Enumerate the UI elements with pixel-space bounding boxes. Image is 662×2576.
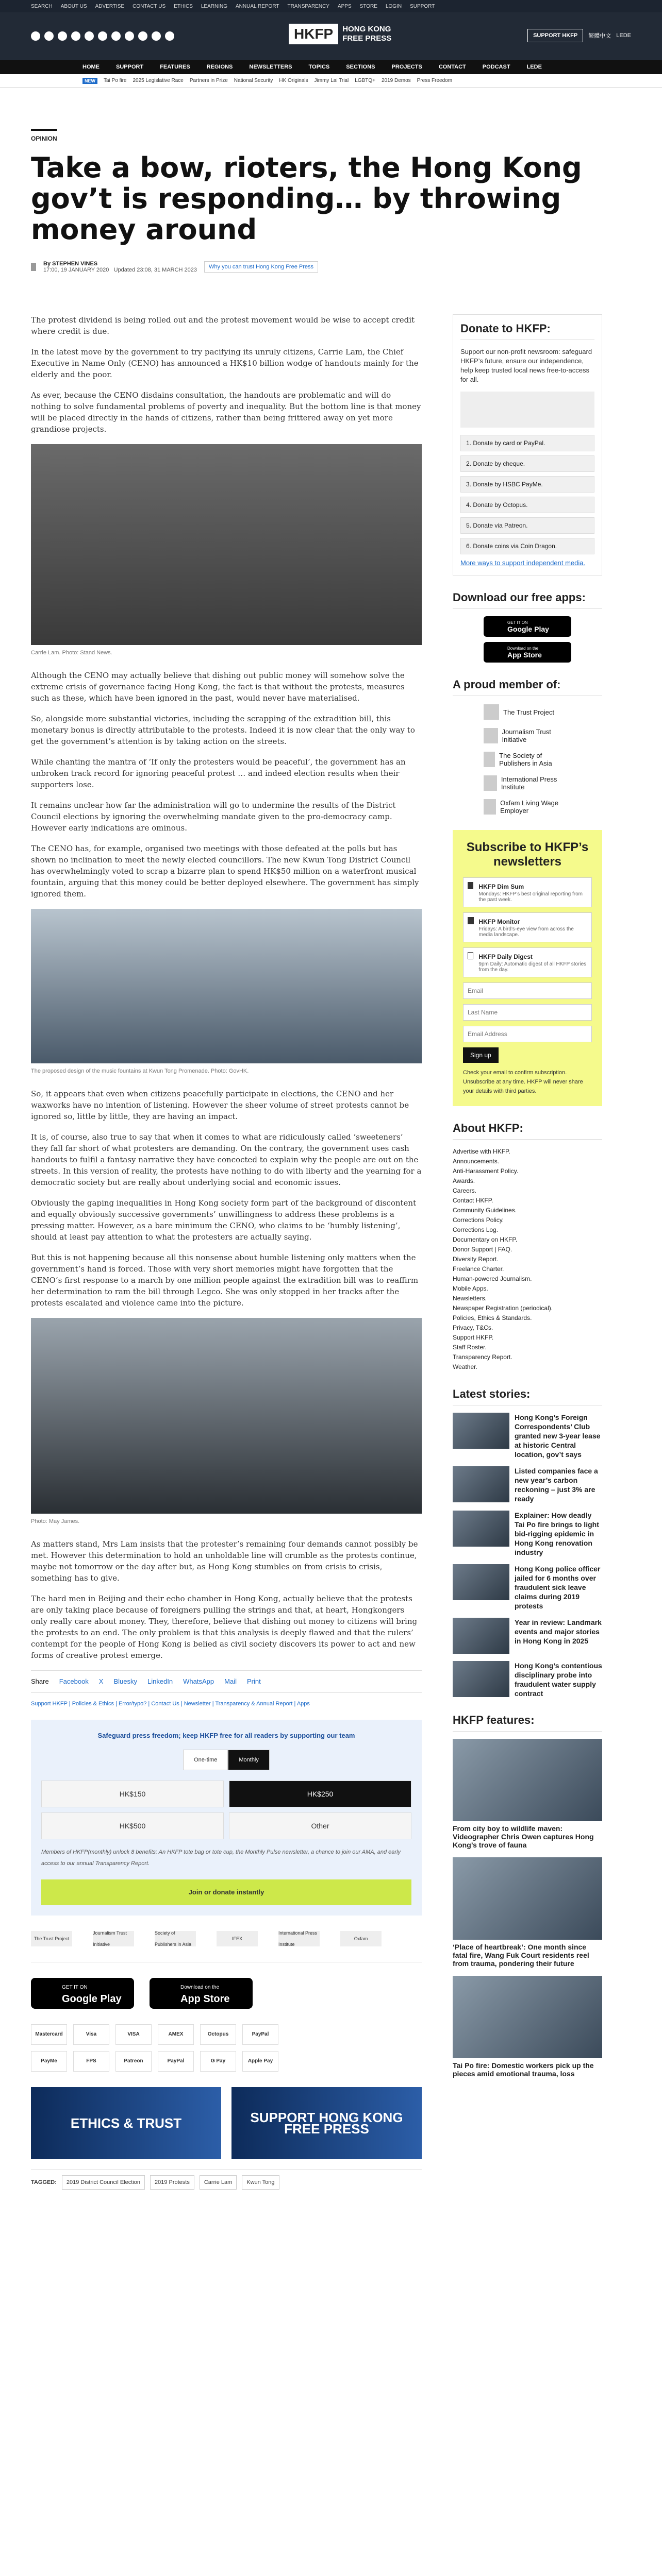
- more-ways-link[interactable]: More ways to support independent media.: [460, 559, 586, 567]
- about-link[interactable]: Careers.: [453, 1187, 477, 1194]
- about-link[interactable]: Corrections Policy.: [453, 1216, 504, 1224]
- mastodon-icon[interactable]: [152, 31, 161, 41]
- feature-title: Tai Po fire: Domestic workers pick up the pieces amid emotional trauma, loss: [453, 2061, 594, 2078]
- payment-logo: FPS: [73, 2051, 109, 2072]
- share-linkedin[interactable]: LinkedIn: [147, 1677, 173, 1685]
- last-name-input[interactable]: Last Name: [463, 1004, 592, 1021]
- about-link[interactable]: Privacy, T&Cs.: [453, 1324, 493, 1331]
- author-avatar: [31, 263, 36, 271]
- about-link[interactable]: Contact HKFP.: [453, 1197, 493, 1204]
- feature-title: From city boy to wildlife maven: Videographer Chris Owen captures Hong Kong’s trove of fauna: [453, 1824, 594, 1849]
- donate-option[interactable]: 5. Donate via Patreon.: [460, 517, 594, 534]
- site-header: [0, 12, 662, 60]
- badge-small: GET IT ON: [507, 620, 528, 625]
- topbar-support[interactable]: SUPPORT: [410, 3, 435, 9]
- tag[interactable]: 2019 District Council Election: [62, 2175, 145, 2190]
- feature-title: ‘Place of heartbreak’: One month since fatal fire, Wang Fuk Court residents reel from trauma, pondering their future: [453, 1943, 589, 1968]
- checkbox-icon[interactable]: [468, 882, 473, 889]
- site-logo[interactable]: [289, 24, 391, 44]
- newsletter-option[interactable]: [463, 947, 592, 977]
- payment-logo: PayMe: [31, 2051, 67, 2072]
- topbar-annual-report[interactable]: ANNUAL REPORT: [236, 3, 279, 9]
- partner-logo[interactable]: Society of Publishers in Asia: [155, 1931, 196, 1946]
- updated-date: Updated 23:08, 31 MARCH 2023: [113, 267, 197, 273]
- photo-caption: Carrie Lam. Photo: Stand News.: [31, 650, 112, 656]
- feature-image: [453, 1857, 602, 1940]
- partner-logo[interactable]: Oxfam: [340, 1931, 382, 1946]
- logo-mark: HKFP: [289, 24, 338, 44]
- social-icons: [31, 31, 174, 41]
- story-title: Explainer: How deadly Tai Po fire brings to light bid-rigging epidemic in Hong Kong renovation industry: [515, 1511, 599, 1556]
- feature-image: [453, 1739, 602, 1821]
- email-input[interactable]: Email Address: [463, 1026, 592, 1042]
- nav-podcast[interactable]: PODCAST: [482, 64, 510, 70]
- logo-line2: FREE PRESS: [342, 34, 392, 43]
- story-title: Listed companies face a new year’s carbon reckoning – just 3% are ready: [515, 1467, 598, 1503]
- topbar-search[interactable]: SEARCH: [31, 3, 53, 9]
- about-link[interactable]: Community Guidelines.: [453, 1207, 517, 1214]
- frequency-toggle: [41, 1750, 411, 1770]
- app-store-small: Download on the: [180, 1985, 220, 1990]
- about-link[interactable]: Support HKFP.: [453, 1334, 494, 1341]
- facebook-icon[interactable]: [31, 31, 40, 41]
- trending-item[interactable]: Partners in Prize: [189, 78, 228, 83]
- story-thumbnail: [453, 1511, 509, 1547]
- app-store-label: App Store: [180, 1993, 230, 2005]
- x-icon[interactable]: [44, 31, 54, 41]
- about-link[interactable]: Newsletters.: [453, 1295, 487, 1302]
- payment-logo: Apple Pay: [242, 2051, 278, 2072]
- google-play-label: Google Play: [62, 1993, 122, 2005]
- tag-list: [31, 2170, 422, 2190]
- topbar-advertise[interactable]: ADVERTISE: [95, 3, 125, 9]
- section-kicker[interactable]: OPINION: [31, 129, 57, 142]
- member-logo[interactable]: [484, 799, 571, 815]
- about-link[interactable]: Newspaper Registration (periodical).: [453, 1304, 553, 1312]
- newsletter-heading: Subscribe to HKFP’s newsletters: [466, 840, 589, 869]
- amount-option[interactable]: Other: [229, 1812, 411, 1839]
- paragraph: So, it appears that even when citizens peacefully participate in elections, the CENO and her waxworks have no intention of listening. However the sheer volume of street protests cannot be ignored so, little by little, they are having an impact.: [31, 1089, 409, 1121]
- newsletter-option[interactable]: [463, 877, 592, 907]
- latest-heading: Latest stories:: [453, 1387, 602, 1405]
- topbar-ethics[interactable]: ETHICS: [174, 3, 193, 9]
- about-link[interactable]: Documentary on HKFP.: [453, 1236, 518, 1243]
- support-hkfp-button[interactable]: SUPPORT HKFP: [527, 29, 583, 42]
- share-mail[interactable]: Mail: [224, 1677, 237, 1685]
- paragraph: But this is not happening because all this nonsense about humble listening only matters when the government’s hand is forced. Those with very short memories might have forgotten that the CENO’s first response to a march by one million people against the extradition bill was to reaffirm her determination to ram the bill through Legco. She was only stopped in her tracks after the protests escalated and violence came into the picture.: [31, 1253, 419, 1308]
- newsletter-desc: 9pm Daily: Automatic digest of all HKFP stories from the day.: [478, 961, 587, 973]
- author-name[interactable]: By STEPHEN VINES: [43, 261, 98, 267]
- why-trust-link[interactable]: Why you can trust Hong Kong Free Press: [204, 261, 318, 273]
- donate-option[interactable]: 6. Donate coins via Coin Dragon.: [460, 538, 594, 554]
- sidebar: [453, 314, 602, 2086]
- topbar-apps[interactable]: APPS: [337, 3, 352, 9]
- paragraph: As ever, because the CENO disdains consultation, the handouts are problematic and will do nothing to solve fundamental problems of poverty and inequality. But the bottom line is that money will be placed directly in the hands of citizens, rather than being frittered away on yet more grandiose projects.: [31, 391, 421, 434]
- member-name: International Press Institute: [501, 775, 557, 791]
- about-link[interactable]: Diversity Report.: [453, 1256, 499, 1263]
- member-logo[interactable]: [484, 775, 571, 791]
- one-time-tab[interactable]: One-time: [183, 1750, 228, 1770]
- share-x[interactable]: X: [98, 1677, 104, 1685]
- telegram-icon[interactable]: [111, 31, 121, 41]
- support-links[interactable]: Support HKFP | Policies & Ethics | Error/typo? | Contact Us | Newsletter | Transparency & Annual Report | Apps: [31, 1701, 310, 1707]
- about-link[interactable]: Mobile Apps.: [453, 1285, 488, 1292]
- email-icon[interactable]: [165, 31, 174, 41]
- newsletter-note: Check your email to confirm subscription. Unsubscribe at any time. HKFP will never share your details with third parties.: [463, 1070, 583, 1094]
- checkbox-icon[interactable]: [468, 917, 474, 924]
- nav-sections[interactable]: SECTIONS: [346, 64, 375, 70]
- ethics-banner[interactable]: ETHICS & TRUST: [31, 2087, 221, 2159]
- donate-widget: [453, 314, 602, 575]
- top-utility-bar: [0, 0, 662, 12]
- badge-label: App Store: [507, 650, 542, 659]
- youtube-icon[interactable]: [71, 31, 80, 41]
- first-name-input[interactable]: Email: [463, 982, 592, 999]
- donate-title: Safeguard press freedom; keep HKFP free for all readers by supporting our team: [97, 1732, 355, 1739]
- payment-logo: PayPal: [158, 2051, 194, 2072]
- member-name: The Society of Publishers in Asia: [499, 752, 552, 767]
- member-name: Journalism Trust Initiative: [502, 728, 551, 743]
- logo-line1: HONG KONG: [342, 25, 391, 33]
- partner-logos: [31, 1916, 422, 1962]
- fountain-design-image: [31, 909, 422, 1063]
- topbar-learning[interactable]: LEARNING: [201, 3, 227, 9]
- story-title: Hong Kong’s Foreign Correspondents’ Club granted new 3-year lease at historic Central location, gov’t says: [515, 1413, 601, 1459]
- donate-heading: Donate to HKFP:: [460, 322, 594, 340]
- main-nav: [0, 60, 662, 74]
- topbar-contact[interactable]: CONTACT US: [133, 3, 166, 9]
- whatsapp-icon[interactable]: [125, 31, 134, 41]
- about-link[interactable]: Donor Support | FAQ.: [453, 1246, 512, 1253]
- join-donate-button[interactable]: Join or donate instantly: [41, 1879, 411, 1905]
- support-banner[interactable]: SUPPORT HONG KONG FREE PRESS: [231, 2087, 422, 2159]
- payment-logo: AMEX: [158, 2024, 194, 2045]
- paragraph: So, alongside more substantial victories, including the scrapping of the extradition bill, this monetary bonus is directly attributable to the protests. Indeed it is now clear that the only way to get the government’s attention is by taking action on the streets.: [31, 714, 415, 746]
- latest-story[interactable]: [453, 1661, 602, 1698]
- lede-link[interactable]: LEDE: [616, 32, 631, 39]
- donate-graphic: [460, 392, 594, 428]
- trending-item[interactable]: HK Originals: [279, 78, 308, 83]
- nav-support[interactable]: SUPPORT: [116, 64, 144, 70]
- article-body: [31, 314, 422, 2190]
- google-play-badge[interactable]: [484, 616, 571, 637]
- nav-newsletters[interactable]: NEWSLETTERS: [249, 64, 292, 70]
- amount-option[interactable]: HK$250: [229, 1781, 411, 1807]
- share-bluesky[interactable]: Bluesky: [113, 1677, 137, 1685]
- feature-story[interactable]: [453, 1976, 602, 2078]
- payment-logo: G Pay: [200, 2051, 236, 2072]
- instagram-icon[interactable]: [58, 31, 67, 41]
- app-store-badge[interactable]: [484, 642, 571, 663]
- story-title: Hong Kong’s contentious disciplinary probe into fraudulent water supply contract: [515, 1662, 602, 1698]
- badge-label: Google Play: [507, 624, 549, 633]
- story-thumbnail: [453, 1618, 509, 1654]
- about-link[interactable]: Staff Roster.: [453, 1344, 487, 1351]
- donate-option[interactable]: 2. Donate by cheque.: [460, 455, 594, 472]
- about-link[interactable]: Human-powered Journalism.: [453, 1275, 532, 1282]
- paragraph: The hard men in Beijing and their echo chamber in Hong Kong, actually believe that the protests are only taking place because of foreigners pulling the strings and that, at heart, Hongkongers only really care about money. They, therefore, believe that dishing out money to citizens will bring the protests to an end. The only problem is that this analysis is deeply flawed and that the rulers’ contempt for the people of Hong Kong is belied as civil society discovers its power to act and new forms of creative protest emerge.: [31, 1594, 418, 1660]
- share-whatsapp[interactable]: WhatsApp: [183, 1677, 214, 1685]
- about-link[interactable]: Weather.: [453, 1363, 477, 1370]
- latest-story[interactable]: [453, 1618, 602, 1654]
- lang-switch[interactable]: 繁體中文: [588, 33, 611, 39]
- topbar-login[interactable]: LOGIN: [385, 3, 402, 9]
- paragraph: As matters stand, Mrs Lam insists that the protester’s remaining four demands cannot possibly be met. However this determination to hold an unholdable line will crumble as the protests continue, maybe not tomorrow or the day after but, as Hong Kong stumbles on from crisis to crisis, something has to give.: [31, 1539, 418, 1583]
- nav-topics[interactable]: TOPICS: [308, 64, 330, 70]
- trending-item[interactable]: 2025 Legislative Race: [133, 78, 184, 83]
- topbar-store[interactable]: STORE: [359, 3, 377, 9]
- about-link[interactable]: Policies, Ethics & Standards.: [453, 1314, 532, 1321]
- feature-story[interactable]: [453, 1857, 602, 1968]
- payment-logo: Octopus: [200, 2024, 236, 2045]
- tag[interactable]: Kwun Tong: [242, 2175, 279, 2190]
- partner-logo[interactable]: The Trust Project: [31, 1931, 72, 1946]
- donate-text: Support our non-profit newsroom: safeguard HKFP’s future, ensure our independence, help keep trusted local news free-to-access for all.: [460, 348, 592, 383]
- nav-projects[interactable]: PROJECTS: [391, 64, 422, 70]
- promo-banners: [31, 2087, 422, 2159]
- story-thumbnail: [453, 1413, 509, 1449]
- badge-small: Download on the: [507, 646, 539, 651]
- paragraph: While chanting the mantra of ‘If only the protesters would be peaceful’, the government has an unbroken track record for ignoring peaceful protest … and indeed election results when their supporters lose.: [31, 757, 406, 789]
- paragraph: Although the CENO may actually believe that dishing out public money will somehow solve the extreme crisis of governance facing Hong Kong, the fact is that without the protests, measures such as these, which have been ignored in the past, would never have materialised.: [31, 671, 405, 703]
- latest-story[interactable]: [453, 1564, 602, 1611]
- amount-option[interactable]: HK$500: [41, 1812, 224, 1839]
- latest-story[interactable]: [453, 1413, 602, 1459]
- tag[interactable]: Carrie Lam: [200, 2175, 237, 2190]
- tag[interactable]: 2019 Protests: [150, 2175, 194, 2190]
- feature-story[interactable]: [453, 1739, 602, 1849]
- nav-lede[interactable]: LEDE: [526, 64, 542, 70]
- paragraph: It is, of course, also true to say that when it comes to what are ridiculously called ‘sweeteners’ they fall far short of what protesters are demanding. On the contrary, the government uses cash handouts to fulfil a fantasy narrative they have concocted to explain why the people are out on the streets. In this version of reality, the protests have nothing to do with liberty and the yearning for a democratic society but are really about underlying social and economic issues.: [31, 1132, 422, 1187]
- story-title: Hong Kong police officer jailed for 6 months over fraudulent sick leave claims during 2019 protests: [515, 1565, 601, 1610]
- payment-logo: Visa: [73, 2024, 109, 2045]
- latest-story[interactable]: [453, 1466, 602, 1503]
- photo-caption: The proposed design of the music fountains at Kwun Tong Promenade. Photo: GovHK.: [31, 1068, 249, 1074]
- trending-item[interactable]: LGBTQ+: [355, 78, 375, 83]
- payment-logo: VISA: [115, 2024, 152, 2045]
- story-thumbnail: [453, 1466, 509, 1502]
- carrie-lam-photo: [31, 444, 422, 645]
- protest-photo: [31, 1318, 422, 1514]
- amount-options: [41, 1781, 411, 1839]
- member-name: Oxfam Living Wage Employer: [500, 799, 559, 815]
- partner-logo[interactable]: IFEX: [217, 1931, 258, 1946]
- member-heading: A proud member of:: [453, 678, 602, 696]
- app-badges: [31, 1978, 422, 2009]
- google-play-small: GET IT ON: [62, 1985, 88, 1990]
- payment-logo: Mastercard: [31, 2024, 67, 2045]
- paragraph: Obviously the gaping inequalities in Hong Kong society form part of the background of discontent and equally obviously successive governments’ unwillingness to address these problems is a pressing matter. However, as a bare minimum the CENO, who claims to be ‘humbly listening’, should at least pay attention to what the protesters are actually saying.: [31, 1198, 417, 1242]
- share-label: Share: [31, 1677, 49, 1685]
- partner-logo[interactable]: International Press Institute: [278, 1931, 320, 1946]
- feature-image: [453, 1976, 602, 2058]
- payment-logo: PayPal: [242, 2024, 278, 2045]
- about-link[interactable]: Awards.: [453, 1177, 475, 1184]
- about-link[interactable]: Announcements.: [453, 1158, 500, 1165]
- about-link[interactable]: Transparency Report.: [453, 1353, 512, 1361]
- newsletter-signup: [453, 830, 602, 1106]
- about-link[interactable]: Freelance Charter.: [453, 1265, 504, 1273]
- donate-option[interactable]: 3. Donate by HSBC PayMe.: [460, 476, 594, 493]
- share-bar: [31, 1670, 422, 1693]
- features-heading: HKFP features:: [453, 1714, 602, 1732]
- trending-item[interactable]: National Security: [234, 78, 273, 83]
- bluesky-icon[interactable]: [138, 31, 147, 41]
- linkedin-icon[interactable]: [98, 31, 107, 41]
- member-name: The Trust Project: [503, 708, 554, 716]
- donate-option[interactable]: 1. Donate by card or PayPal.: [460, 435, 594, 451]
- share-facebook[interactable]: Facebook: [59, 1677, 89, 1685]
- about-link[interactable]: Anti-Harassment Policy.: [453, 1167, 519, 1175]
- article-title: Take a bow, rioters, the Hong Kong gov’t is responding… by throwing money around: [31, 151, 582, 246]
- nav-home[interactable]: HOME: [82, 64, 100, 70]
- newsletter-title: HKFP Monitor: [478, 918, 520, 925]
- newsletter-desc: Mondays: HKFP’s best original reporting from the past week.: [478, 891, 583, 903]
- payment-logo: Patreon: [115, 2051, 152, 2072]
- member-perks: Members of HKFP(monthly) unlock 8 benefits: An HKFP tote bag or tote cup, the Monthly Pulse newsletter, a chance to join our AMA, and early access to our annual Transparency Report.: [41, 1849, 401, 1867]
- member-logo[interactable]: [484, 704, 571, 720]
- topbar-transparency[interactable]: TRANSPARENCY: [287, 3, 329, 9]
- threads-icon[interactable]: [85, 31, 94, 41]
- latest-story[interactable]: [453, 1511, 602, 1557]
- paragraph: It remains unclear how far the administration will go to undermine the results of the District Council elections by ignoring the overwhelming mandate given to the pro-democracy camp. However early indications are ominous.: [31, 801, 396, 833]
- apps-heading: Download our free apps:: [453, 591, 602, 609]
- paragraph: In the latest move by the government to try pacifying its unruly citizens, Carrie Lam, the Chief Executive in Name Only (CENO) has announced a HK$10 billion wodge of handouts mainly for the elderly and the poor.: [31, 347, 419, 379]
- donate-box: [31, 1720, 422, 1916]
- trending-item[interactable]: 2019 Demos: [381, 78, 411, 83]
- topbar-about[interactable]: ABOUT US: [60, 3, 87, 9]
- member-logo[interactable]: [484, 752, 571, 767]
- google-play-button[interactable]: [31, 1978, 134, 2009]
- app-store-button[interactable]: [150, 1978, 253, 2009]
- paragraph: The protest dividend is being rolled out and the protest movement would be wise to accept credit where credit is due.: [31, 315, 415, 336]
- new-badge: NEW: [82, 78, 97, 84]
- byline: [31, 261, 631, 273]
- story-thumbnail: [453, 1661, 509, 1697]
- story-thumbnail: [453, 1564, 509, 1600]
- publish-date: 17:00, 19 JANUARY 2020: [43, 267, 109, 273]
- payment-methods: [31, 2024, 320, 2072]
- nav-features[interactable]: FEATURES: [160, 64, 190, 70]
- about-link[interactable]: Advertise with HKFP.: [453, 1148, 510, 1155]
- story-title: Year in review: Landmark events and major stories in Hong Kong in 2025: [515, 1618, 602, 1645]
- checkbox-icon[interactable]: [468, 952, 473, 959]
- tags-label: TAGGED:: [31, 2179, 57, 2185]
- trending-item[interactable]: Press Freedom: [417, 78, 453, 83]
- nav-contact[interactable]: CONTACT: [438, 64, 466, 70]
- amount-option[interactable]: HK$150: [41, 1781, 224, 1807]
- paragraph: The CENO has, for example, organised two meetings with those defeated at the polls but has shown no inclination to meet the newly elected councillors. The new Kwun Tong District Council has overwhelmingly voted to scrap a bizarre plan to spend HK$50 million on a waterfront musical fountain, arguing that this money could be better deployed elsewhere. The government has simply ignored them.: [31, 844, 419, 899]
- photo-caption: Photo: May James.: [31, 1518, 80, 1524]
- about-heading: About HKFP:: [453, 1122, 602, 1140]
- about-links: [453, 1147, 602, 1372]
- newsletter-desc: Fridays: A bird’s-eye view from across the media landscape.: [478, 926, 574, 938]
- monthly-tab[interactable]: Monthly: [228, 1750, 270, 1770]
- partner-logo[interactable]: Journalism Trust Initiative: [93, 1931, 134, 1946]
- newsletter-title: HKFP Daily Digest: [478, 953, 533, 960]
- sign-up-button[interactable]: Sign up: [463, 1047, 499, 1063]
- trending-item[interactable]: Jimmy Lai Trial: [314, 78, 349, 83]
- member-logo[interactable]: [484, 728, 571, 743]
- trending-item[interactable]: Tai Po fire: [104, 78, 127, 83]
- newsletter-title: HKFP Dim Sum: [478, 883, 524, 890]
- donate-option[interactable]: 4. Donate by Octopus.: [460, 497, 594, 513]
- share-print[interactable]: Print: [246, 1677, 261, 1685]
- about-link[interactable]: Corrections Log.: [453, 1226, 499, 1233]
- newsletter-option[interactable]: [463, 912, 592, 942]
- nav-regions[interactable]: REGIONS: [206, 64, 233, 70]
- trending-bar: [0, 74, 662, 88]
